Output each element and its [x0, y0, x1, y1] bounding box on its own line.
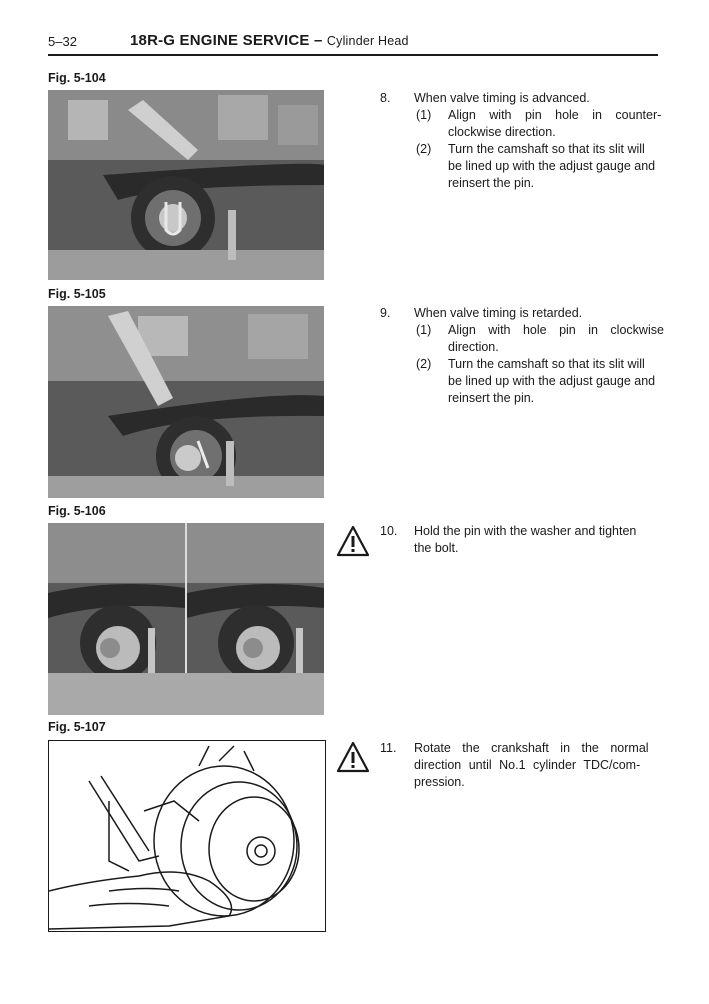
step-number: 8.	[380, 91, 391, 105]
step-11	[380, 740, 670, 796]
substep-text-line: clockwise direction.	[448, 125, 556, 139]
figure-drawing-5-107	[48, 740, 326, 932]
title-dash: –	[313, 32, 323, 49]
step-number: 9.	[380, 306, 391, 320]
step-text-line: pression.	[414, 775, 465, 789]
substep-text-line: Turn the camshaft so that its slit will	[448, 142, 645, 156]
step-text-line: Rotate the crankshaft in the normal	[414, 741, 649, 755]
substep-text-line: reinsert the pin.	[448, 391, 535, 405]
step-number: 10.	[380, 524, 398, 538]
substep-text-line: Align with hole pin in clockwise	[448, 323, 664, 337]
substep-number: (1)	[416, 323, 432, 337]
figure-photo-5-106	[48, 523, 324, 715]
figure-photo-5-104	[48, 90, 324, 280]
substep-text-line: be lined up with the adjust gauge and	[448, 159, 656, 173]
step-text-line: Hold the pin with the washer and tighten	[414, 524, 637, 538]
substep-text-line: direction.	[448, 340, 499, 354]
substep-text-line: reinsert the pin.	[448, 176, 535, 190]
figure-label-5-107: Fig. 5-107	[48, 720, 106, 734]
substep-text-line: be lined up with the adjust gauge and	[448, 374, 656, 388]
substep-number: (2)	[416, 357, 432, 371]
figure-label-5-106: Fig. 5-106	[48, 504, 106, 518]
substep-text-line: Turn the camshaft so that its slit will	[448, 357, 645, 371]
caution-triangle-icon	[336, 741, 370, 773]
section-title-main: 18R-G ENGINE SERVICE	[130, 32, 310, 49]
figure-photo-5-105	[48, 306, 324, 498]
substep-text-line: Align with pin hole in counter-	[448, 108, 662, 122]
section-title	[130, 32, 409, 49]
substep-number: (2)	[416, 142, 432, 156]
figure-label-5-105: Fig. 5-105	[48, 287, 106, 301]
header-rule	[48, 54, 658, 56]
step-heading: When valve timing is advanced.	[414, 91, 590, 105]
step-number: 11.	[380, 741, 397, 755]
substep-number: (1)	[416, 108, 432, 122]
step-text-line: the bolt.	[414, 541, 459, 555]
figure-label-5-104: Fig. 5-104	[48, 71, 106, 85]
section-subtitle: Cylinder Head	[326, 34, 409, 48]
caution-triangle-icon	[336, 525, 370, 557]
page-number: 5–32	[48, 34, 77, 49]
step-heading: When valve timing is retarded.	[414, 306, 583, 320]
step-10	[380, 523, 670, 563]
step-9	[380, 305, 670, 415]
step-8	[380, 90, 670, 200]
step-text-line: direction until No.1 cylinder TDC/com-	[414, 758, 641, 772]
